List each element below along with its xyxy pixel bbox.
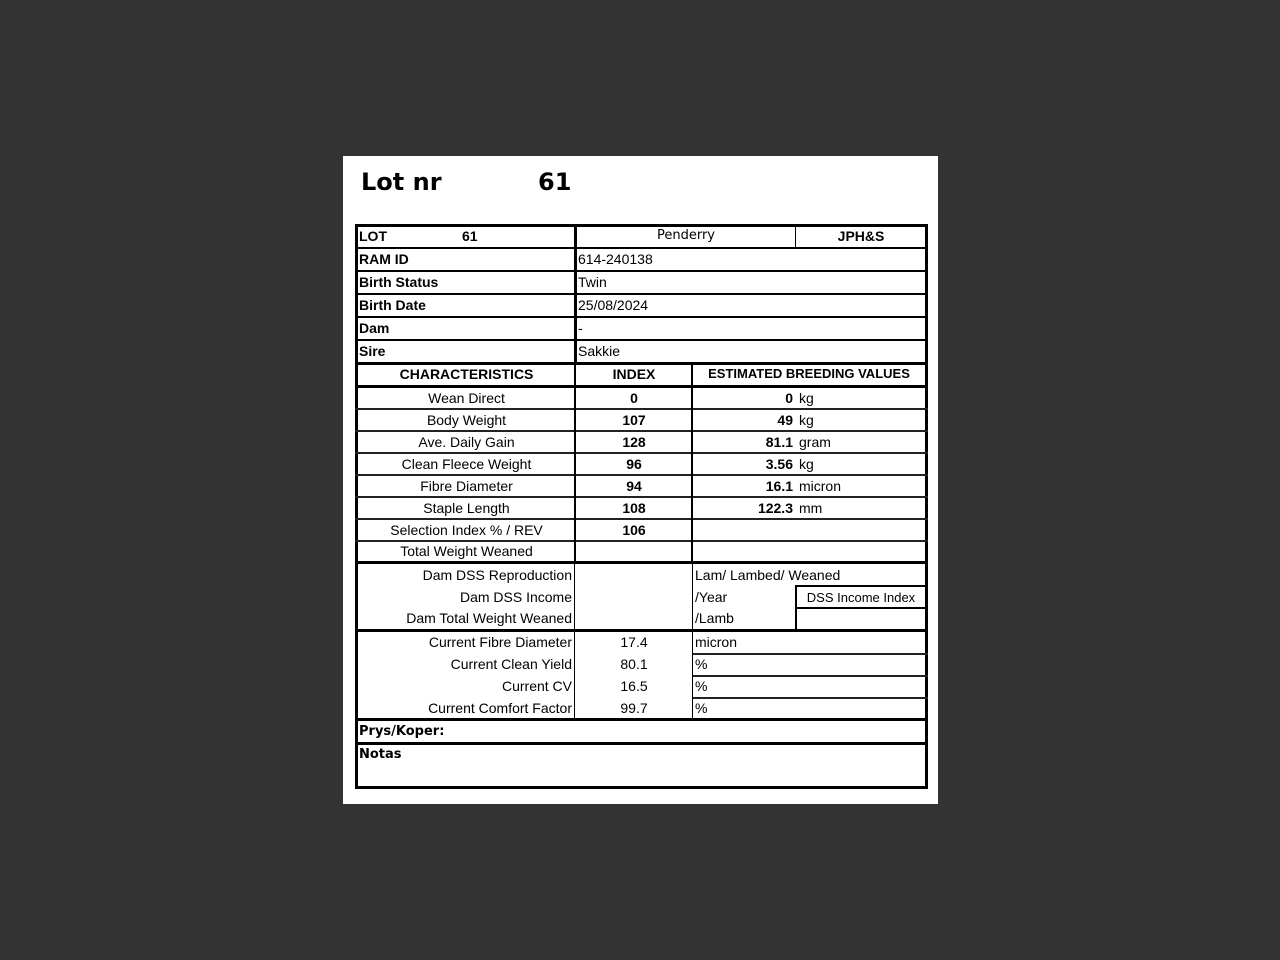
ram-id-label: RAM ID	[359, 251, 409, 267]
notes-label: Notas	[359, 747, 402, 762]
dam-label: Dam	[359, 320, 390, 336]
dss-income-index-label: DSS Income Index	[806, 590, 916, 605]
current-clean-yield-value: 80.1	[620, 656, 648, 672]
current-clean-yield-unit: %	[695, 656, 708, 672]
dam-dss-reproduction-unit: Lam/ Lambed/ Weaned	[695, 567, 841, 583]
dam-total-weight-weaned-unit: /Lamb	[695, 610, 734, 626]
current-cv-label: Current CV	[501, 678, 572, 694]
lot-title-number: 61	[538, 168, 572, 196]
dam-value: -	[578, 320, 583, 336]
dam-dss-income-label: Dam DSS Income	[459, 589, 572, 605]
birth-status-label: Birth Status	[359, 274, 439, 290]
ram-id-value: 614-240138	[578, 251, 653, 267]
dam-dss-income-unit: /Year	[695, 589, 728, 605]
lot-value: 61	[462, 228, 478, 244]
birth-status-value: Twin	[578, 274, 607, 290]
current-comfort-factor-unit: %	[695, 700, 708, 716]
lot-card: Lot nr 61 LOT 61 Penderry JPH&S RAM ID 614-240138 Birth Status Twin Birth Date 25/08/2024 Dam - Sire Sakkie CHARACTERISTICS INDEX ESTIMATED BREEDING VALUES Wean Direct 0 0 kg Body Weight 107 49 kg Ave. Daily Gain 128 81.1 gram Clean Fleece Weight 96 3.56 kg Fibre Diameter 94 16.1 micron Staple Length 108 122.3 mm Selection Index % / REV 106 Total Weight Weaned Dam DSS Reproduction Lam/ Lambed/ Weaned Dam DSS Income /Year Dam Total Weight Weaned /Lamb DSS Income Index Current Fibre Diameter 17.4 micron Current Clean Yield 80.1 % Current CV 16.5 % Current Comfort Factor 99.7 % Prys/Koper: Notas	[343, 156, 938, 804]
lot-title: Lot nr	[361, 168, 442, 196]
header-ebv: ESTIMATED BREEDING VALUES	[708, 366, 910, 381]
price-buyer-label: Prys/Koper:	[359, 724, 445, 739]
breeder-name: JPH&S	[837, 228, 885, 244]
current-comfort-factor-value: 99.7	[620, 700, 648, 716]
dam-dss-reproduction-label: Dam DSS Reproduction	[422, 567, 572, 583]
dam-total-weight-weaned-label: Dam Total Weight Weaned	[406, 610, 572, 626]
current-clean-yield-label: Current Clean Yield	[450, 656, 572, 672]
sire-value: Sakkie	[578, 343, 621, 359]
lot-label: LOT	[359, 228, 387, 244]
current-comfort-factor-label: Current Comfort Factor	[428, 700, 572, 716]
header-index: INDEX	[612, 366, 656, 382]
current-fibre-diameter-unit: micron	[695, 634, 738, 650]
birth-date-label: Birth Date	[359, 297, 426, 313]
header-characteristics: CHARACTERISTICS	[399, 366, 534, 382]
farm-name: Penderry	[656, 228, 716, 243]
current-fibre-diameter-value: 17.4	[620, 634, 648, 650]
current-fibre-diameter-label: Current Fibre Diameter	[428, 634, 572, 650]
birth-date-value: 25/08/2024	[578, 297, 649, 313]
current-cv-value: 16.5	[620, 678, 648, 694]
sire-label: Sire	[359, 343, 386, 359]
current-cv-unit: %	[695, 678, 708, 694]
